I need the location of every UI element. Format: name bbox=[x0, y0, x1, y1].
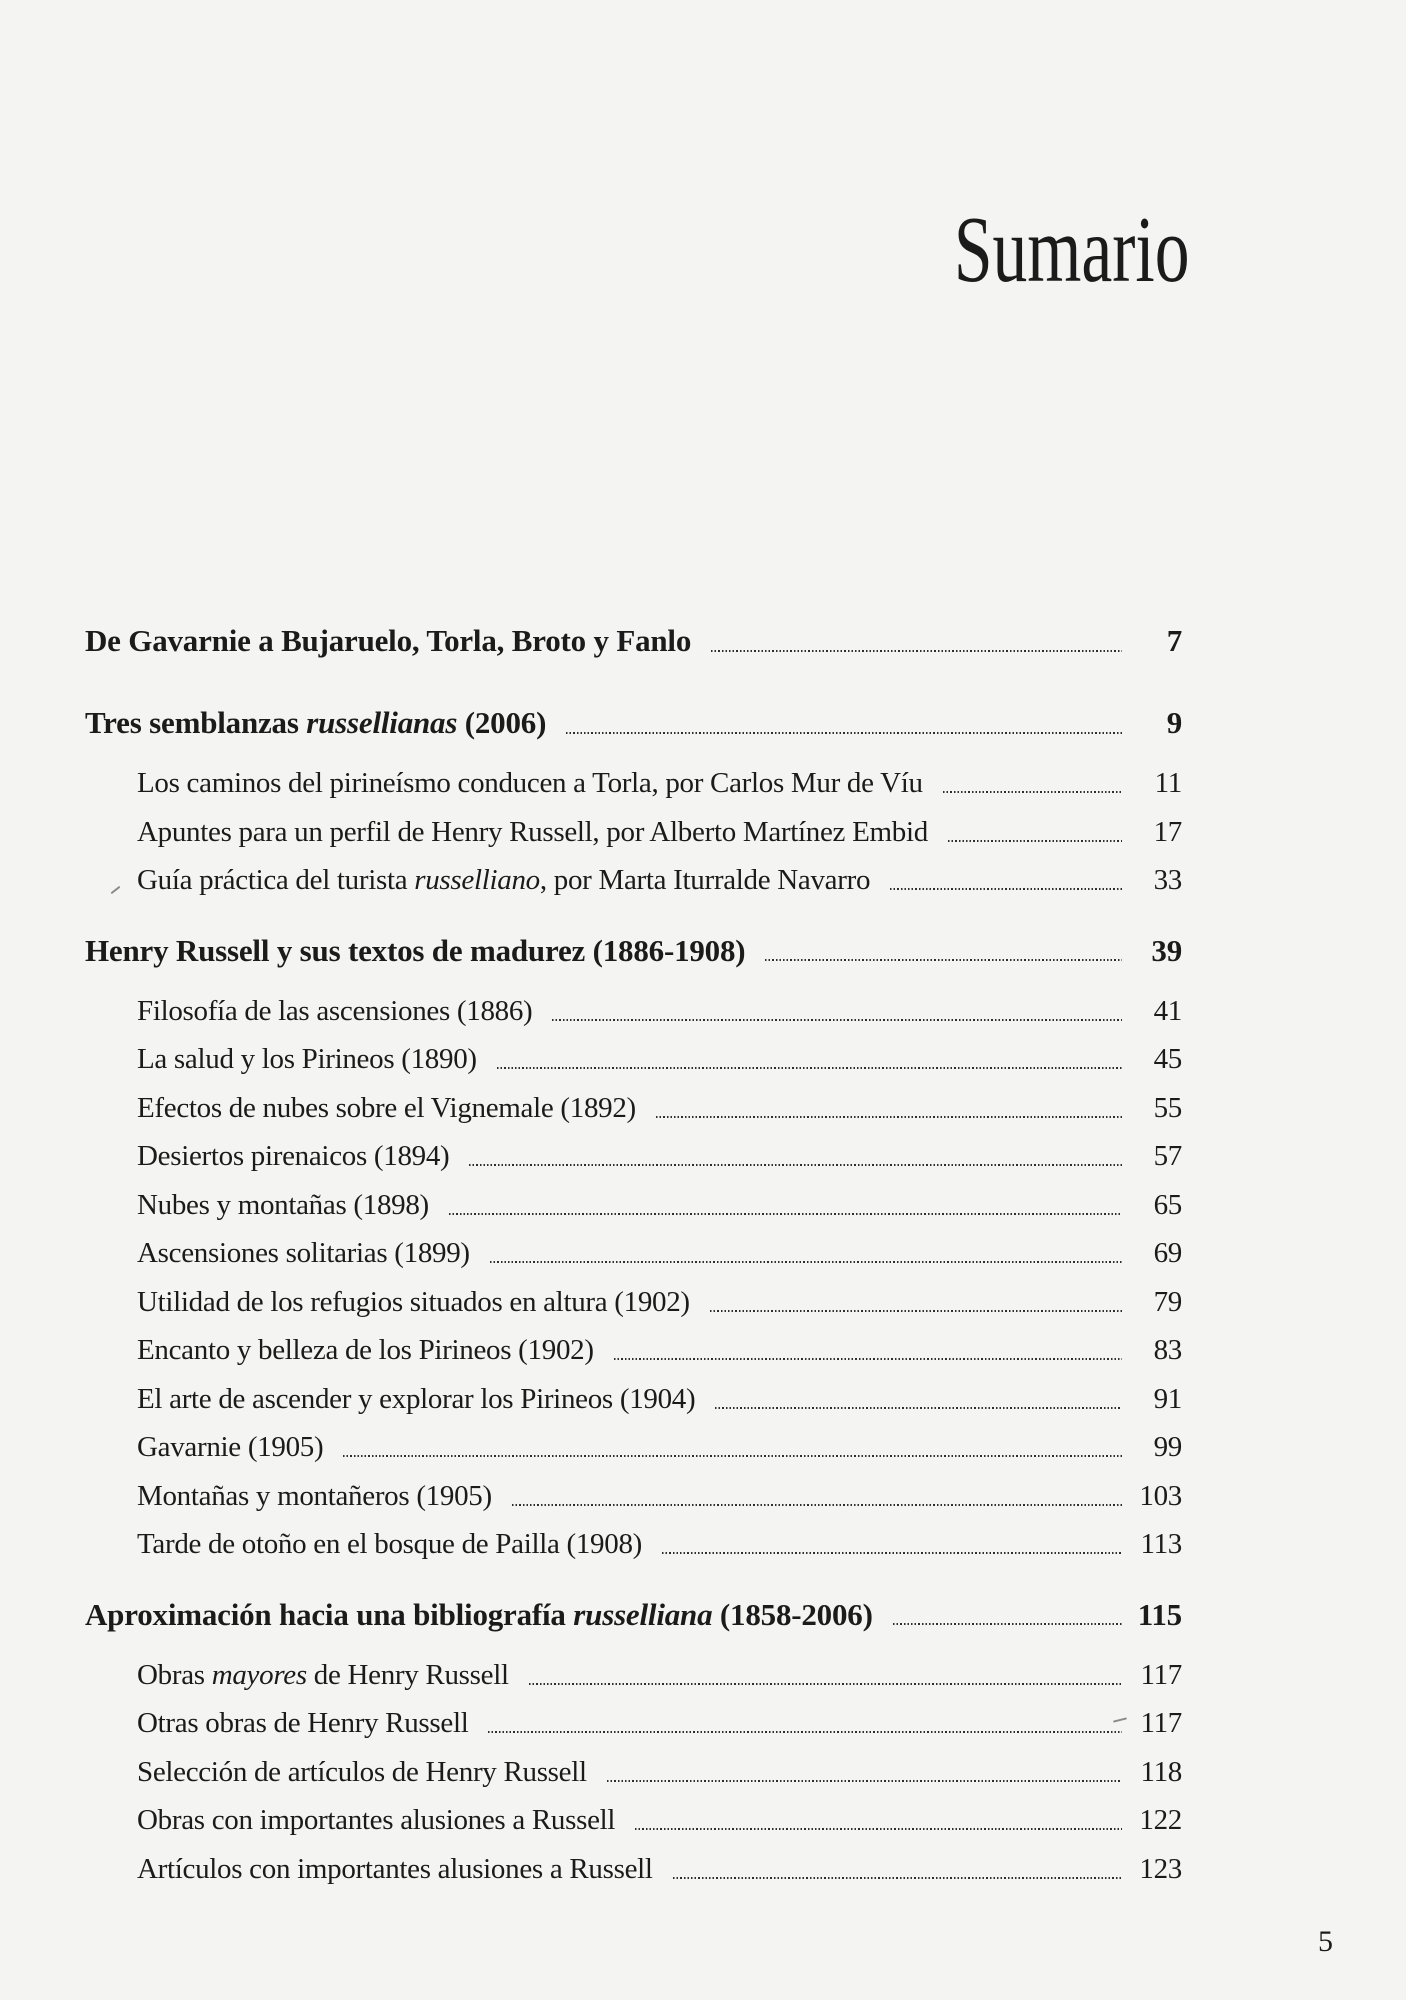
page-title: Sumario bbox=[954, 198, 1190, 302]
toc-section bbox=[85, 1591, 1182, 1894]
dot-leader bbox=[943, 791, 1122, 793]
toc-entry-title: Filosofía de las ascensiones (1886) bbox=[137, 994, 533, 1027]
toc-entry-page: 33 bbox=[1153, 864, 1182, 896]
toc-entry bbox=[85, 1423, 1182, 1472]
title-text: Tres semblanzas bbox=[85, 705, 307, 740]
dot-leader bbox=[490, 1261, 1122, 1263]
dot-leader bbox=[469, 1164, 1122, 1166]
page-number: 5 bbox=[1318, 1925, 1333, 1958]
toc-entry bbox=[85, 1035, 1182, 1084]
title-text: Guía práctica del turista bbox=[137, 864, 415, 896]
toc-entry-page: 113 bbox=[1140, 1528, 1182, 1560]
title-text: de Henry Russell bbox=[306, 1658, 509, 1691]
toc-entry-title: Otras obras de Henry Russell bbox=[137, 1707, 469, 1739]
toc-section bbox=[85, 927, 1182, 1569]
toc-entry bbox=[85, 987, 1182, 1036]
dot-leader bbox=[614, 1358, 1122, 1360]
toc-entry bbox=[85, 1375, 1182, 1424]
dot-leader bbox=[635, 1828, 1122, 1830]
toc-entry-title: Gavarnie (1905) bbox=[137, 1431, 324, 1463]
toc-entry bbox=[85, 1699, 1182, 1748]
toc-entry bbox=[85, 1651, 1182, 1700]
dot-leader bbox=[529, 1683, 1122, 1685]
toc-heading-page: 115 bbox=[1137, 1596, 1182, 1632]
toc-heading-title: De Gavarnie a Bujaruelo, Torla, Broto y Fanlo bbox=[85, 623, 692, 658]
toc-entry bbox=[85, 1229, 1182, 1278]
toc-entry-title bbox=[137, 1651, 509, 1700]
title-text: (2006) bbox=[457, 705, 547, 740]
dot-leader bbox=[948, 840, 1122, 842]
toc-entry-title: Artículos con importantes alusiones a Russell bbox=[137, 1852, 653, 1885]
dot-leader bbox=[711, 650, 1122, 652]
dot-leader bbox=[662, 1552, 1122, 1554]
toc-entry-title: El arte de ascender y explorar los Pirineos (1904) bbox=[137, 1382, 696, 1415]
title-italic-text: mayores bbox=[211, 1658, 307, 1691]
toc-entry-title: Desiertos pirenaicos (1894) bbox=[137, 1140, 450, 1172]
dot-leader bbox=[607, 1780, 1122, 1782]
toc-entry bbox=[85, 1084, 1182, 1133]
toc-entry bbox=[85, 1472, 1182, 1521]
toc-entry-page: 103 bbox=[1139, 1479, 1182, 1512]
title-italic-text: russellianas bbox=[306, 705, 458, 740]
toc-entry-page: 117 bbox=[1140, 1658, 1182, 1691]
toc-entry-page: 41 bbox=[1153, 994, 1182, 1027]
toc-entry-title: Tarde de otoño en el bosque de Pailla (1908) bbox=[137, 1528, 643, 1560]
toc-entry bbox=[85, 856, 1182, 905]
toc-section bbox=[85, 617, 1182, 677]
toc-entry-title: Nubes y montañas (1898) bbox=[137, 1188, 429, 1221]
dot-leader bbox=[656, 1116, 1122, 1118]
toc-entry bbox=[85, 1132, 1182, 1181]
title-text: , por Marta Iturralde Navarro bbox=[539, 864, 871, 896]
dot-leader bbox=[890, 888, 1122, 890]
toc-entry-title: Selección de artículos de Henry Russell bbox=[137, 1755, 587, 1788]
toc-entry-title: La salud y los Pirineos (1890) bbox=[137, 1043, 477, 1075]
toc-entry bbox=[85, 759, 1182, 808]
toc-heading-page: 39 bbox=[1151, 932, 1182, 968]
toc-heading-page: 7 bbox=[1166, 623, 1182, 658]
dot-leader bbox=[488, 1731, 1122, 1733]
toc-entry-page: 99 bbox=[1153, 1431, 1182, 1463]
table-of-contents bbox=[85, 617, 1182, 1893]
dot-leader bbox=[893, 1623, 1122, 1625]
dot-leader bbox=[449, 1213, 1122, 1215]
toc-entry-page: 55 bbox=[1153, 1091, 1182, 1124]
toc-entry-title: Los caminos del pirineísmo conducen a Torla, por Carlos Mur de Víu bbox=[137, 767, 923, 799]
dot-leader bbox=[765, 959, 1122, 961]
toc-entry-page: 69 bbox=[1153, 1237, 1182, 1269]
title-text: (1858-2006) bbox=[712, 1596, 873, 1632]
toc-entry-page: 79 bbox=[1153, 1285, 1182, 1318]
dot-leader bbox=[497, 1067, 1122, 1069]
dot-leader bbox=[566, 732, 1122, 734]
dot-leader bbox=[673, 1877, 1122, 1879]
toc-entry-page: 11 bbox=[1154, 767, 1182, 799]
title-italic-text: russelliana bbox=[573, 1596, 713, 1632]
toc-entry bbox=[85, 1278, 1182, 1327]
toc-entry-page: 117 bbox=[1140, 1707, 1182, 1739]
toc-section bbox=[85, 699, 1182, 905]
toc-entry-title: Apuntes para un perfil de Henry Russell, por Alberto Martínez Embid bbox=[137, 815, 928, 848]
toc-entry-page: 91 bbox=[1153, 1382, 1182, 1415]
toc-entry bbox=[85, 1796, 1182, 1845]
toc-entry-title: Utilidad de los refugios situados en altura (1902) bbox=[137, 1285, 690, 1318]
toc-entry bbox=[85, 1845, 1182, 1894]
dot-leader bbox=[710, 1310, 1122, 1312]
toc-entry bbox=[85, 1748, 1182, 1797]
toc-entry-page: 122 bbox=[1139, 1804, 1182, 1836]
toc-entry-page: 123 bbox=[1139, 1852, 1182, 1885]
toc-entry bbox=[85, 1326, 1182, 1375]
toc-entry-title: Encanto y belleza de los Pirineos (1902) bbox=[137, 1334, 594, 1366]
toc-entry-page: 83 bbox=[1153, 1334, 1182, 1366]
dot-leader bbox=[512, 1504, 1122, 1506]
toc-entry bbox=[85, 808, 1182, 857]
toc-heading bbox=[85, 1591, 1182, 1639]
dot-leader bbox=[343, 1455, 1122, 1457]
dot-leader bbox=[552, 1019, 1122, 1021]
dot-leader bbox=[715, 1407, 1122, 1409]
title-text: Obras bbox=[137, 1658, 212, 1691]
toc-entry-title: Ascensiones solitarias (1899) bbox=[137, 1237, 470, 1269]
toc-heading-title bbox=[85, 1591, 873, 1639]
toc-heading-title bbox=[85, 699, 546, 747]
toc-heading bbox=[85, 617, 1182, 665]
toc-entry-page: 17 bbox=[1153, 815, 1182, 848]
toc-heading bbox=[85, 927, 1182, 975]
title-italic-text: russelliano bbox=[414, 864, 540, 896]
toc-entry-page: 45 bbox=[1153, 1043, 1182, 1075]
toc-entry-title: Efectos de nubes sobre el Vignemale (1892) bbox=[137, 1091, 636, 1124]
toc-heading-page: 9 bbox=[1166, 705, 1182, 740]
toc-entry-title: Obras con importantes alusiones a Russell bbox=[137, 1804, 616, 1836]
toc-entry-page: 65 bbox=[1153, 1188, 1182, 1221]
toc-entry-page: 118 bbox=[1140, 1755, 1182, 1788]
toc-entry bbox=[85, 1181, 1182, 1230]
toc-entry-page: 57 bbox=[1153, 1140, 1182, 1172]
toc-entry-title: Montañas y montañeros (1905) bbox=[137, 1479, 492, 1512]
title-text: Aproximación hacia una bibliografía bbox=[85, 1596, 574, 1632]
toc-entry-title bbox=[137, 856, 870, 905]
toc-heading bbox=[85, 699, 1182, 747]
toc-entry bbox=[85, 1520, 1182, 1569]
toc-heading-title: Henry Russell y sus textos de madurez (1886-1908) bbox=[85, 932, 746, 968]
